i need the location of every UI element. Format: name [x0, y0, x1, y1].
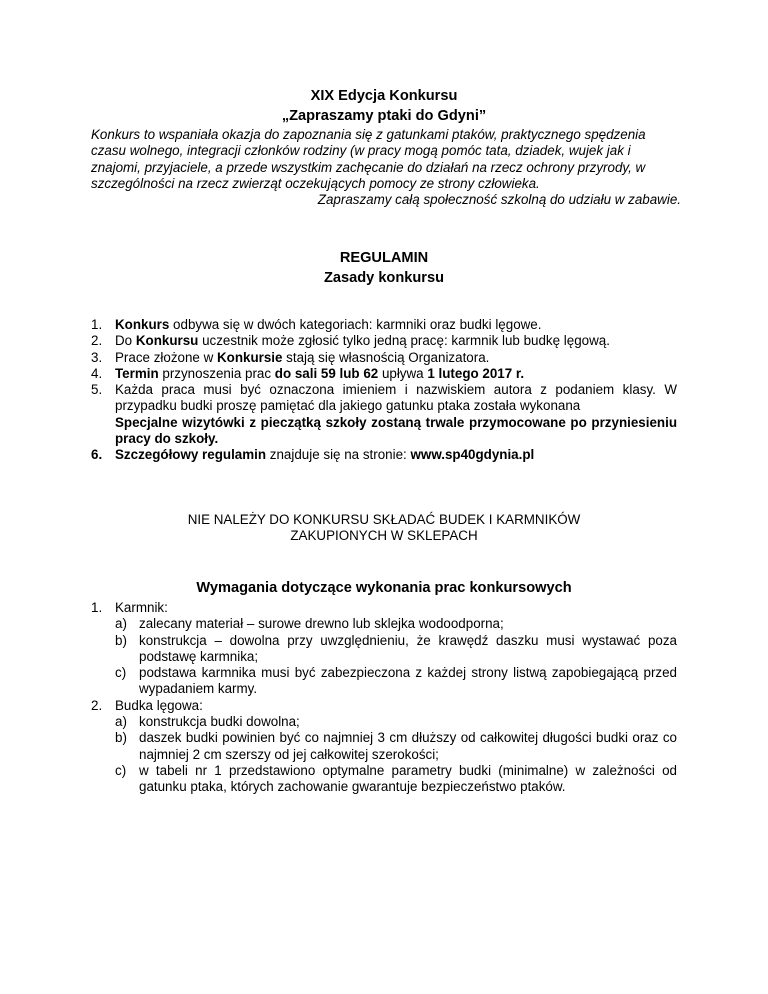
requirement-subitem [115, 763, 677, 796]
rule-bold: Konkursie [216, 349, 283, 365]
subitem-text: konstrukcja – dowolna przy uwzględnieniu, że krawędź daszku musi wystawać poza podstawę karmnika; [139, 632, 677, 664]
rule-text: znajduje się na stronie: [266, 447, 411, 463]
subitem-letter: b) [115, 730, 127, 746]
subitem-text: konstrukcja budki dowolna; [139, 714, 300, 730]
notice-block [0, 512, 768, 545]
rule-bold: Termin [115, 365, 159, 381]
rule-number: 2. [91, 333, 103, 349]
rule-bold: Specjalne wizytówki z pieczątką szkoły zostaną trwale przymocowane po przyniesieniu pracy do szkoły. [115, 414, 677, 447]
rule-number: 5. [91, 382, 103, 398]
rule-bold: Szczegółowy regulamin [115, 447, 267, 463]
regulamin-heading-block [0, 248, 768, 288]
rule-text: stają się własnością Organizatora. [282, 349, 490, 365]
requirements-list [91, 600, 677, 796]
requirements-heading: Wymagania dotyczące wykonania prac konkursowych [196, 580, 572, 596]
rule-number: 4. [91, 365, 103, 381]
requirement-label: Budka lęgowa: [115, 697, 203, 713]
rule-text: Do [115, 333, 136, 349]
requirement-item [91, 698, 677, 796]
regulamin-heading: REGULAMIN [339, 250, 429, 266]
rule-item [91, 317, 677, 333]
rule-item [91, 366, 677, 382]
rule-text: Każda praca musi być oznaczona imieniem i nazwiskiem autora z podaniem klasy. W przypadku budki proszę pamiętać dla jakiego gatunku ptaka została wykonana [115, 382, 677, 414]
requirement-number: 2. [91, 697, 103, 713]
title-edition: XIX Edycja Konkursu [310, 88, 458, 104]
title-block [0, 86, 768, 126]
requirement-subitem [115, 714, 677, 730]
notice-line: ZAKUPIONYCH W SKLEPACH [290, 528, 478, 544]
rule-text: odbywa się w dwóch kategoriach: karmniki oraz budki lęgowe. [169, 317, 542, 332]
intro-paragraph: Konkurs to wspaniała okazja do zapoznania się z gatunkami ptaków, praktycznego spędzenia czasu wolnego, integracji członków rodziny (w pracy mogą pomóc tata, dziadek, wujek jak i znajomi, przyjaciele, a przede wszystkim zachęcanie do działań na rzecz ochrony przyrody, w szczególności na rzecz zwierząt oczekujących pomocy ze strony człowieka. [91, 127, 646, 191]
rule-number: 3. [91, 349, 103, 365]
intro-section [91, 127, 681, 208]
rule-text: przynoszenia prac [158, 365, 275, 381]
rule-bold: Konkurs [115, 317, 170, 332]
rules-subheading: Zasady konkursu [323, 270, 445, 286]
intro-closing: Zapraszamy całą społeczność szkolną do udziału w zabawie. [317, 192, 681, 208]
subitem-letter: c) [115, 665, 127, 681]
requirement-number: 1. [91, 600, 103, 615]
rule-text: Prace złożone w [115, 349, 217, 365]
subitem-text: daszek budki powinien być co najmniej 3 cm dłuższy od całkowitej długości budki oraz co najmniej 2 cm szerszy od jej całkowitej szerokości; [139, 730, 677, 762]
website-link[interactable]: www.sp40gdynia.pl [410, 447, 535, 463]
subitem-letter: a) [115, 616, 127, 632]
rule-item [91, 447, 677, 463]
rule-text: upływa [378, 365, 428, 381]
requirement-label: Karmnik: [115, 600, 168, 615]
subitem-letter: b) [115, 632, 127, 648]
requirement-subitem [115, 616, 677, 632]
subitem-text: w tabeli nr 1 przedstawiono optymalne parametry budki (minimalne) w zależności od gatunku ptaka, których zachowanie gwarantuje bezpieczeństwo ptaków. [139, 762, 677, 795]
subitem-text: zalecany materiał – surowe drewno lub sklejka wodoodporna; [139, 616, 504, 632]
rule-bold: do sali 59 lub 62 [274, 365, 379, 381]
notice-line: NIE NALEŻY DO KONKURSU SKŁADAĆ BUDEK I KARMNIKÓW [187, 512, 581, 527]
subitem-letter: c) [115, 762, 127, 778]
rule-text: uczestnik może zgłosić tylko jedną pracę: karmnik lub budkę lęgową. [198, 333, 610, 349]
requirement-subitem [115, 633, 677, 666]
subitem-text: podstawa karmnika musi być zabezpieczona z każdej strony listwą zapobiegającą przed wypadaniem karmy. [139, 665, 677, 697]
requirement-subitem [115, 665, 677, 698]
rule-number: 6. [91, 447, 103, 463]
requirement-subitem [115, 730, 677, 763]
subitem-letter: a) [115, 714, 127, 730]
rule-item [91, 382, 677, 447]
rule-bold: Konkursu [135, 333, 199, 349]
rule-item [91, 350, 677, 366]
rule-item [91, 333, 677, 349]
title-contest-name: „Zapraszamy ptaki do Gdyni” [281, 108, 487, 124]
rule-bold: 1 lutego 2017 r. [427, 365, 525, 381]
requirement-item [91, 600, 677, 698]
rules-list [91, 317, 677, 464]
rule-number: 1. [91, 317, 103, 332]
